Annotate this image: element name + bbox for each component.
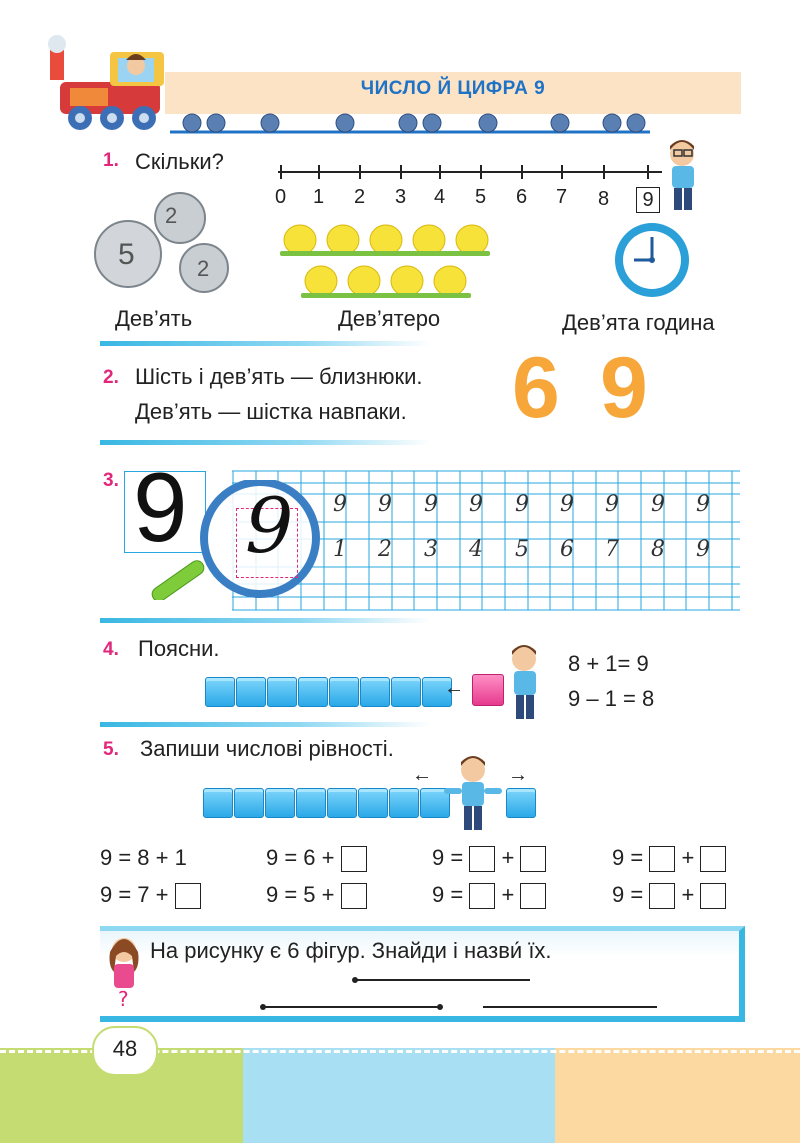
- cube: [360, 677, 390, 707]
- copy-digit: 9: [560, 492, 574, 517]
- copy-digit: 9: [696, 492, 710, 517]
- cube-single: [506, 788, 536, 818]
- cube: [391, 677, 421, 707]
- arrow-left-icon: ←: [412, 764, 432, 786]
- cube: [265, 788, 295, 818]
- chicks-illustration: [275, 215, 495, 305]
- equation-text: 9 =: [612, 882, 644, 907]
- copy-digit: 4: [469, 537, 483, 562]
- equation-cell: [266, 882, 367, 909]
- boy-holding-cube-illustration: [500, 643, 546, 723]
- tick-label: 1: [313, 186, 325, 208]
- page-number: 48: [112, 1036, 138, 1061]
- task2-number: 2.: [103, 367, 119, 388]
- arrow-left-icon: ←: [444, 677, 464, 699]
- task5-number: 5.: [103, 739, 119, 760]
- page-title: ЧИСЛО Й ЦИФРА 9: [360, 78, 546, 99]
- equation-cell: [100, 845, 187, 871]
- copy-digit: 1: [333, 537, 347, 562]
- equation-text: 9 = 5 +: [266, 882, 335, 907]
- section-separator: [100, 440, 430, 445]
- cube: [389, 788, 419, 818]
- equation-text: 9 = 6 +: [266, 845, 335, 870]
- task2-line2: Дев’ять — шістка навпаки.: [135, 399, 407, 424]
- equation-text: 9 =: [612, 845, 644, 870]
- plus-sign: +: [501, 845, 515, 870]
- tick-label: 5: [475, 186, 487, 208]
- equation-cell: [432, 845, 546, 872]
- tick-label-boxed: 9: [636, 187, 660, 213]
- cube: [298, 677, 328, 707]
- answer-box[interactable]: [341, 883, 367, 909]
- answer-box[interactable]: [469, 883, 495, 909]
- task1-prompt: Скільки?: [135, 149, 224, 174]
- section-separator: [100, 722, 430, 727]
- train-illustration: [40, 30, 170, 135]
- boy-arms-out-illustration: [440, 756, 506, 834]
- girl-question-illustration: [104, 934, 144, 1014]
- cube: [236, 677, 266, 707]
- footer-peach: [555, 1048, 800, 1143]
- answer-box[interactable]: [175, 883, 201, 909]
- digit-six-character: 6: [512, 340, 560, 436]
- tick-label: 4: [434, 186, 446, 208]
- cube: [296, 788, 326, 818]
- answer-box[interactable]: [649, 883, 675, 909]
- task4-prompt: Поясни.: [138, 636, 220, 661]
- cube: [203, 788, 233, 818]
- copy-digit: 2: [378, 537, 392, 562]
- copy-digit: 8: [651, 537, 665, 562]
- copy-digit: 9: [333, 492, 347, 517]
- plus-sign: +: [501, 882, 515, 907]
- copy-digit: 9: [651, 492, 665, 517]
- cube: [358, 788, 388, 818]
- copy-digit: 9: [378, 492, 392, 517]
- tick-label: 0: [275, 186, 287, 208]
- cube: [329, 677, 359, 707]
- answer-box[interactable]: [341, 846, 367, 872]
- copy-digit: 6: [560, 537, 574, 562]
- cube-row: [205, 677, 452, 707]
- svg-text:?: ?: [118, 987, 129, 1011]
- copy-digit: 9: [469, 492, 483, 517]
- big-digit: 9: [133, 452, 188, 562]
- equation-text: 9 = 7 +: [100, 882, 169, 907]
- plus-sign: +: [681, 882, 695, 907]
- copy-digit: 3: [424, 537, 438, 562]
- bonus-text: На рисунку є 6 фігур. Знайди і назви́ їх.: [150, 938, 552, 963]
- section-separator: [100, 618, 430, 623]
- answer-box[interactable]: [469, 846, 495, 872]
- equation-text: 9 =: [432, 882, 464, 907]
- caption-chicks: Дев’ятеро: [338, 306, 441, 331]
- task3-number: 3.: [103, 470, 119, 491]
- equation-cell: [100, 882, 201, 909]
- magnifier-icon: [140, 480, 330, 600]
- boy-illustration: [660, 138, 706, 216]
- copy-digit: 9: [696, 537, 710, 562]
- tick-label: 3: [395, 186, 407, 208]
- copy-digit: 9: [424, 492, 438, 517]
- answer-box[interactable]: [700, 883, 726, 909]
- coin-value: 5: [118, 238, 135, 271]
- arrow-right-icon: →: [508, 764, 528, 786]
- shapes-puzzle: [255, 970, 665, 1015]
- digit-nine-character: 9: [600, 340, 648, 436]
- cube: [234, 788, 264, 818]
- copy-digit: 9: [605, 492, 619, 517]
- equation-cell: [612, 845, 726, 872]
- equation-text: 9 =: [432, 845, 464, 870]
- answer-box[interactable]: [649, 846, 675, 872]
- equation-text: 9 = 8 + 1: [100, 845, 187, 870]
- answer-box[interactable]: [700, 846, 726, 872]
- equation-cell: [266, 845, 367, 872]
- lens-digit: 9: [245, 481, 294, 570]
- caption-clock: Дев’ята година: [562, 310, 715, 335]
- tick-label: 6: [516, 186, 528, 208]
- answer-box[interactable]: [520, 883, 546, 909]
- tick-label: 2: [354, 186, 366, 208]
- plus-sign: +: [681, 845, 695, 870]
- coin-value: 2: [165, 203, 178, 228]
- track-wheels: [170, 112, 650, 136]
- clock-illustration: [612, 220, 692, 300]
- answer-box[interactable]: [520, 846, 546, 872]
- tick-label: 7: [556, 186, 568, 208]
- caption-coins: Дев’ять: [115, 306, 193, 331]
- equation-cell: [432, 882, 546, 909]
- coin-value: 2: [197, 256, 210, 281]
- copy-digit: 7: [605, 537, 619, 562]
- cube: [205, 677, 235, 707]
- tick-label: 8: [598, 188, 610, 210]
- task5-prompt: Запиши числові рівності.: [140, 736, 394, 761]
- cube: [327, 788, 357, 818]
- section-separator: [100, 341, 430, 346]
- task2-line1: Шість і дев’ять — близнюки.: [135, 364, 423, 389]
- cube: [267, 677, 297, 707]
- equation-cell: [612, 882, 726, 909]
- number-line: [270, 162, 670, 182]
- cube-row-eight: [203, 788, 450, 818]
- copy-digit: 9: [515, 492, 529, 517]
- task1-number: 1.: [103, 150, 119, 171]
- equation-add: 8 + 1= 9: [568, 651, 649, 676]
- footer-blue: [243, 1048, 555, 1143]
- equation-subtract: 9 – 1 = 8: [568, 686, 655, 711]
- copy-digit: 5: [515, 537, 529, 562]
- task4-number: 4.: [103, 639, 119, 660]
